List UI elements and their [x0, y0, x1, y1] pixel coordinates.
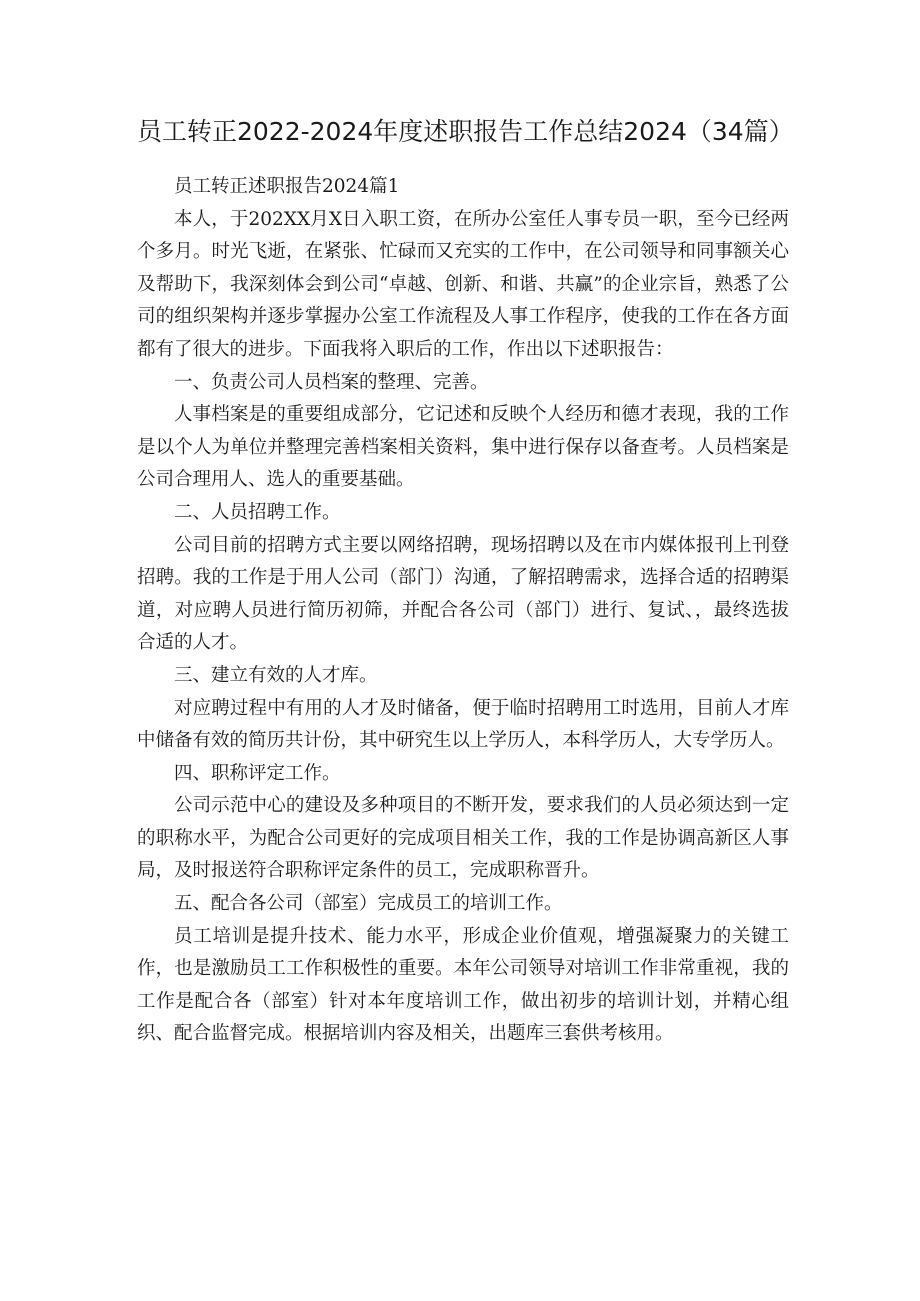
item-heading: 四、职称评定工作。 [174, 762, 341, 784]
item-heading: 二、人员招聘工作。 [174, 501, 341, 523]
item-heading: 三、建立有效的人才库。 [174, 664, 378, 686]
section-heading: 员工转正述职报告2024篇1 [174, 176, 400, 197]
item-heading: 五、配合各公司（部室）完成员工的培训工作。 [174, 893, 563, 915]
paragraph: 人事档案是的重要组成部分，它记述和反映个人经历和德才表现，我的工作是以个人为单位并整理完善档案相关资料，集中进行保存以备查考。人员档案是公司合理用人、选人的重要基础。 [137, 404, 789, 491]
paragraph: 公司示范中心的建设及多种项目的不断开发，要求我们的人员必须达到一定的职称水平，为配合公司更好的完成项目相关工作，我的工作是协调高新区人事局，及时报送符合职称评定条件的员工，完成职称晋升。 [137, 795, 789, 882]
document-body [137, 171, 789, 1051]
paragraph: 本人，于202XX月X日入职工资，在所办公室任人事专员一职，至今已经两个多月。时光飞逝，在紧张、忙碌而又充实的工作中，在公司领导和同事额关心及帮助下，我深刻体会到公司“卓越、创新、和谐、共赢”的企业宗旨，熟悉了公司的组织架构并逐步掌握办公室工作流程及人事工作程序，使我的工作在各方面都有了很大的进步。下面我将入职后的工作，作出以下述职报告： [137, 208, 789, 360]
paragraph: 员工培训是提升技术、能力水平，形成企业价值观，增强凝聚力的关键工作，也是激励员工工作积极性的重要。本年公司领导对培训工作非常重视，我的工作是配合各（部室）针对本年度培训工作，做出初步的培训计划，并精心组织、配合监督完成。根据培训内容及相关，出题库三套供考核用。 [137, 925, 789, 1045]
item-heading: 一、负责公司人员档案的整理、完善。 [174, 371, 489, 393]
paragraph: 对应聘过程中有用的人才及时储备，便于临时招聘用工时选用，目前人才库中储备有效的简历共计份，其中研究生以上学历人，本科学历人，大专学历人。 [137, 697, 789, 752]
document-title: 员工转正2022-2024年度述职报告工作总结2024（34篇） [137, 117, 794, 146]
paragraph: 公司目前的招聘方式主要以网络招聘，现场招聘以及在市内媒体报刊上刊登招聘。我的工作是于用人公司（部门）沟通，了解招聘需求，选择合适的招聘渠道，对应聘人员进行简历初筛，并配合各公司（部门）进行、复试、，最终选拔合适的人才。 [137, 534, 789, 654]
